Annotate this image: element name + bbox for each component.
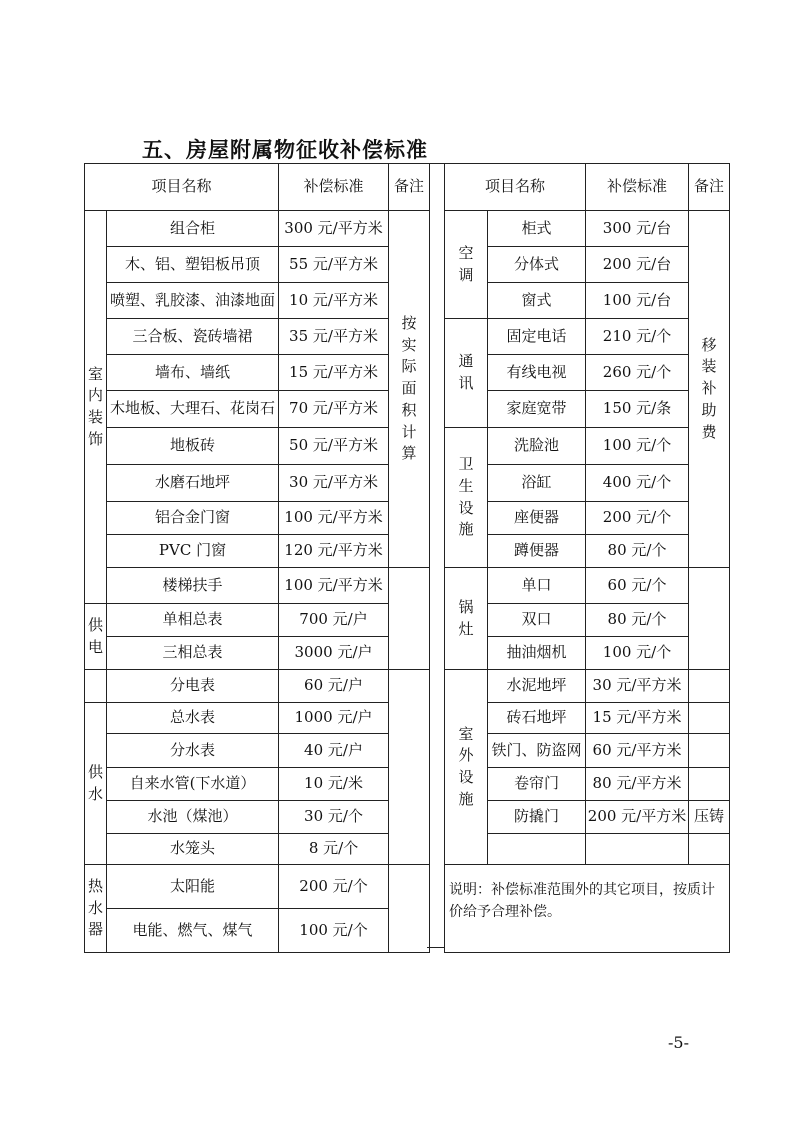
header-standard: 补偿标准 <box>586 164 689 211</box>
blank-cell <box>85 670 107 703</box>
header-row <box>445 164 730 211</box>
category-sanitary: 卫生设施 <box>445 428 488 568</box>
header-name: 项目名称 <box>85 164 279 211</box>
item-name: 固定电话 <box>488 319 586 355</box>
table-row <box>445 670 730 703</box>
item-remark <box>689 670 730 703</box>
table-row <box>85 465 430 502</box>
table-row <box>85 637 430 670</box>
remark-move: 移装补助费 <box>689 211 730 568</box>
item-name: 砖石地坪 <box>488 703 586 734</box>
item-name: 电能、燃气、煤气 <box>107 909 279 953</box>
item-value: 15 元/平方米 <box>586 703 689 734</box>
table-row <box>445 535 730 568</box>
header-remark: 备注 <box>389 164 430 211</box>
item-name: 木、铝、塑铝板吊顶 <box>107 247 279 283</box>
item-remark <box>689 768 730 801</box>
item-name: 家庭宽带 <box>488 391 586 428</box>
item-name: 水池（煤池） <box>107 801 279 834</box>
item-value: 10 元/米 <box>279 768 389 801</box>
blank-cell <box>586 834 689 865</box>
table-row <box>445 801 730 834</box>
item-name: 木地板、大理石、花岗石 <box>107 391 279 428</box>
item-name: 总水表 <box>107 703 279 734</box>
table-row <box>445 834 730 865</box>
item-value: 80 元/平方米 <box>586 768 689 801</box>
item-value: 300 元/平方米 <box>279 211 389 247</box>
item-name: 柜式 <box>488 211 586 247</box>
item-name: 铁门、防盗网 <box>488 734 586 768</box>
table-row <box>445 428 730 465</box>
table-row <box>445 703 730 734</box>
remark-empty <box>689 568 730 670</box>
header-row <box>85 164 430 211</box>
table-row <box>85 355 430 391</box>
item-value: 700 元/户 <box>279 604 389 637</box>
table-row <box>445 568 730 604</box>
header-remark: 备注 <box>689 164 730 211</box>
item-value: 200 元/个 <box>586 502 689 535</box>
category-heater: 热水器 <box>85 865 107 953</box>
item-name: 单口 <box>488 568 586 604</box>
item-remark <box>689 734 730 768</box>
item-value: 30 元/平方米 <box>279 465 389 502</box>
table-row <box>445 211 730 247</box>
item-name: 组合柜 <box>107 211 279 247</box>
item-name: 卷帘门 <box>488 768 586 801</box>
item-value: 150 元/条 <box>586 391 689 428</box>
table-row <box>85 502 430 535</box>
table-row <box>85 703 430 734</box>
item-value: 60 元/平方米 <box>586 734 689 768</box>
table-row <box>445 604 730 637</box>
item-value: 3000 元/户 <box>279 637 389 670</box>
item-value: 70 元/平方米 <box>279 391 389 428</box>
item-remark: 压铸 <box>689 801 730 834</box>
item-value: 8 元/个 <box>279 834 389 865</box>
page-number: -5- <box>668 1033 689 1052</box>
table-row <box>445 637 730 670</box>
table-row <box>85 391 430 428</box>
item-name: 防撬门 <box>488 801 586 834</box>
item-value: 100 元/个 <box>586 637 689 670</box>
table-row <box>85 535 430 568</box>
table-row <box>85 428 430 465</box>
item-name: 有线电视 <box>488 355 586 391</box>
item-value: 35 元/平方米 <box>279 319 389 355</box>
item-name: 浴缸 <box>488 465 586 502</box>
table-row <box>445 465 730 502</box>
item-value: 10 元/平方米 <box>279 283 389 319</box>
item-name: 座便器 <box>488 502 586 535</box>
item-value: 100 元/平方米 <box>279 502 389 535</box>
item-name: 三合板、瓷砖墙裙 <box>107 319 279 355</box>
left-compensation-table <box>84 163 430 953</box>
blank-cell <box>689 834 730 865</box>
item-name: 窗式 <box>488 283 586 319</box>
item-value: 15 元/平方米 <box>279 355 389 391</box>
item-value: 210 元/个 <box>586 319 689 355</box>
category-ac: 空调 <box>445 211 488 319</box>
item-value: 200 元/台 <box>586 247 689 283</box>
table-row <box>85 247 430 283</box>
item-name: 分体式 <box>488 247 586 283</box>
item-value: 50 元/平方米 <box>279 428 389 465</box>
item-name: 铝合金门窗 <box>107 502 279 535</box>
remark-by-area: 按实际面积计算 <box>389 211 430 568</box>
note-row <box>445 865 730 953</box>
table-row <box>85 834 430 865</box>
item-name: 水磨石地坪 <box>107 465 279 502</box>
item-value: 30 元/个 <box>279 801 389 834</box>
category-comm: 通讯 <box>445 319 488 428</box>
item-name: 抽油烟机 <box>488 637 586 670</box>
table-row <box>85 768 430 801</box>
item-value: 30 元/平方米 <box>586 670 689 703</box>
table-row <box>445 502 730 535</box>
item-value: 40 元/户 <box>279 734 389 768</box>
item-value: 100 元/平方米 <box>279 568 389 604</box>
category-stove: 锅灶 <box>445 568 488 670</box>
table-row <box>445 283 730 319</box>
item-value: 100 元/个 <box>279 909 389 953</box>
table-row <box>85 568 430 604</box>
item-value: 80 元/个 <box>586 604 689 637</box>
table-row <box>85 801 430 834</box>
table-row <box>85 865 430 909</box>
item-name: 墙布、墙纸 <box>107 355 279 391</box>
item-name: 水泥地坪 <box>488 670 586 703</box>
remark-empty <box>389 670 430 865</box>
item-value: 100 元/个 <box>586 428 689 465</box>
table-gap <box>427 163 445 948</box>
item-name: 喷塑、乳胶漆、油漆地面 <box>107 283 279 319</box>
category-power: 供电 <box>85 604 107 670</box>
table-row <box>445 391 730 428</box>
item-name: 太阳能 <box>107 865 279 909</box>
item-value: 400 元/个 <box>586 465 689 502</box>
table-row <box>85 604 430 637</box>
item-value: 260 元/个 <box>586 355 689 391</box>
item-name: 双口 <box>488 604 586 637</box>
remark-empty <box>389 865 430 953</box>
table-row <box>445 319 730 355</box>
table-row <box>85 211 430 247</box>
item-value: 60 元/户 <box>279 670 389 703</box>
item-value: 300 元/台 <box>586 211 689 247</box>
item-name: 水笼头 <box>107 834 279 865</box>
item-name: 地板砖 <box>107 428 279 465</box>
item-name: 分水表 <box>107 734 279 768</box>
item-name: 自来水管(下水道） <box>107 768 279 801</box>
remark-empty <box>389 568 430 670</box>
header-standard: 补偿标准 <box>279 164 389 211</box>
item-value: 55 元/平方米 <box>279 247 389 283</box>
item-name: 单相总表 <box>107 604 279 637</box>
category-indoor: 室内装饰 <box>85 211 107 604</box>
note-text: 说明：补偿标准范围外的其它项目，按质计价给予合理补偿。 <box>445 865 730 953</box>
table-row <box>85 319 430 355</box>
table-row <box>85 670 430 703</box>
item-name: 洗脸池 <box>488 428 586 465</box>
item-value: 200 元/个 <box>279 865 389 909</box>
item-value: 120 元/平方米 <box>279 535 389 568</box>
item-value: 80 元/个 <box>586 535 689 568</box>
table-row <box>445 734 730 768</box>
item-value: 200 元/平方米 <box>586 801 689 834</box>
item-name: 分电表 <box>107 670 279 703</box>
item-value: 1000 元/户 <box>279 703 389 734</box>
item-value: 100 元/台 <box>586 283 689 319</box>
category-outdoor: 室外设施 <box>445 670 488 865</box>
item-name: 三相总表 <box>107 637 279 670</box>
table-row <box>445 768 730 801</box>
right-compensation-table <box>444 163 730 953</box>
blank-cell <box>488 834 586 865</box>
header-name: 项目名称 <box>445 164 586 211</box>
page-title: 五、房屋附属物征收补偿标准 <box>142 138 428 162</box>
category-water: 供水 <box>85 703 107 865</box>
table-row <box>445 355 730 391</box>
item-remark <box>689 703 730 734</box>
table-row <box>85 734 430 768</box>
item-name: 蹲便器 <box>488 535 586 568</box>
item-value: 60 元/个 <box>586 568 689 604</box>
item-name: 楼梯扶手 <box>107 568 279 604</box>
table-row <box>85 909 430 953</box>
table-row <box>85 283 430 319</box>
table-row <box>445 247 730 283</box>
item-name: PVC 门窗 <box>107 535 279 568</box>
